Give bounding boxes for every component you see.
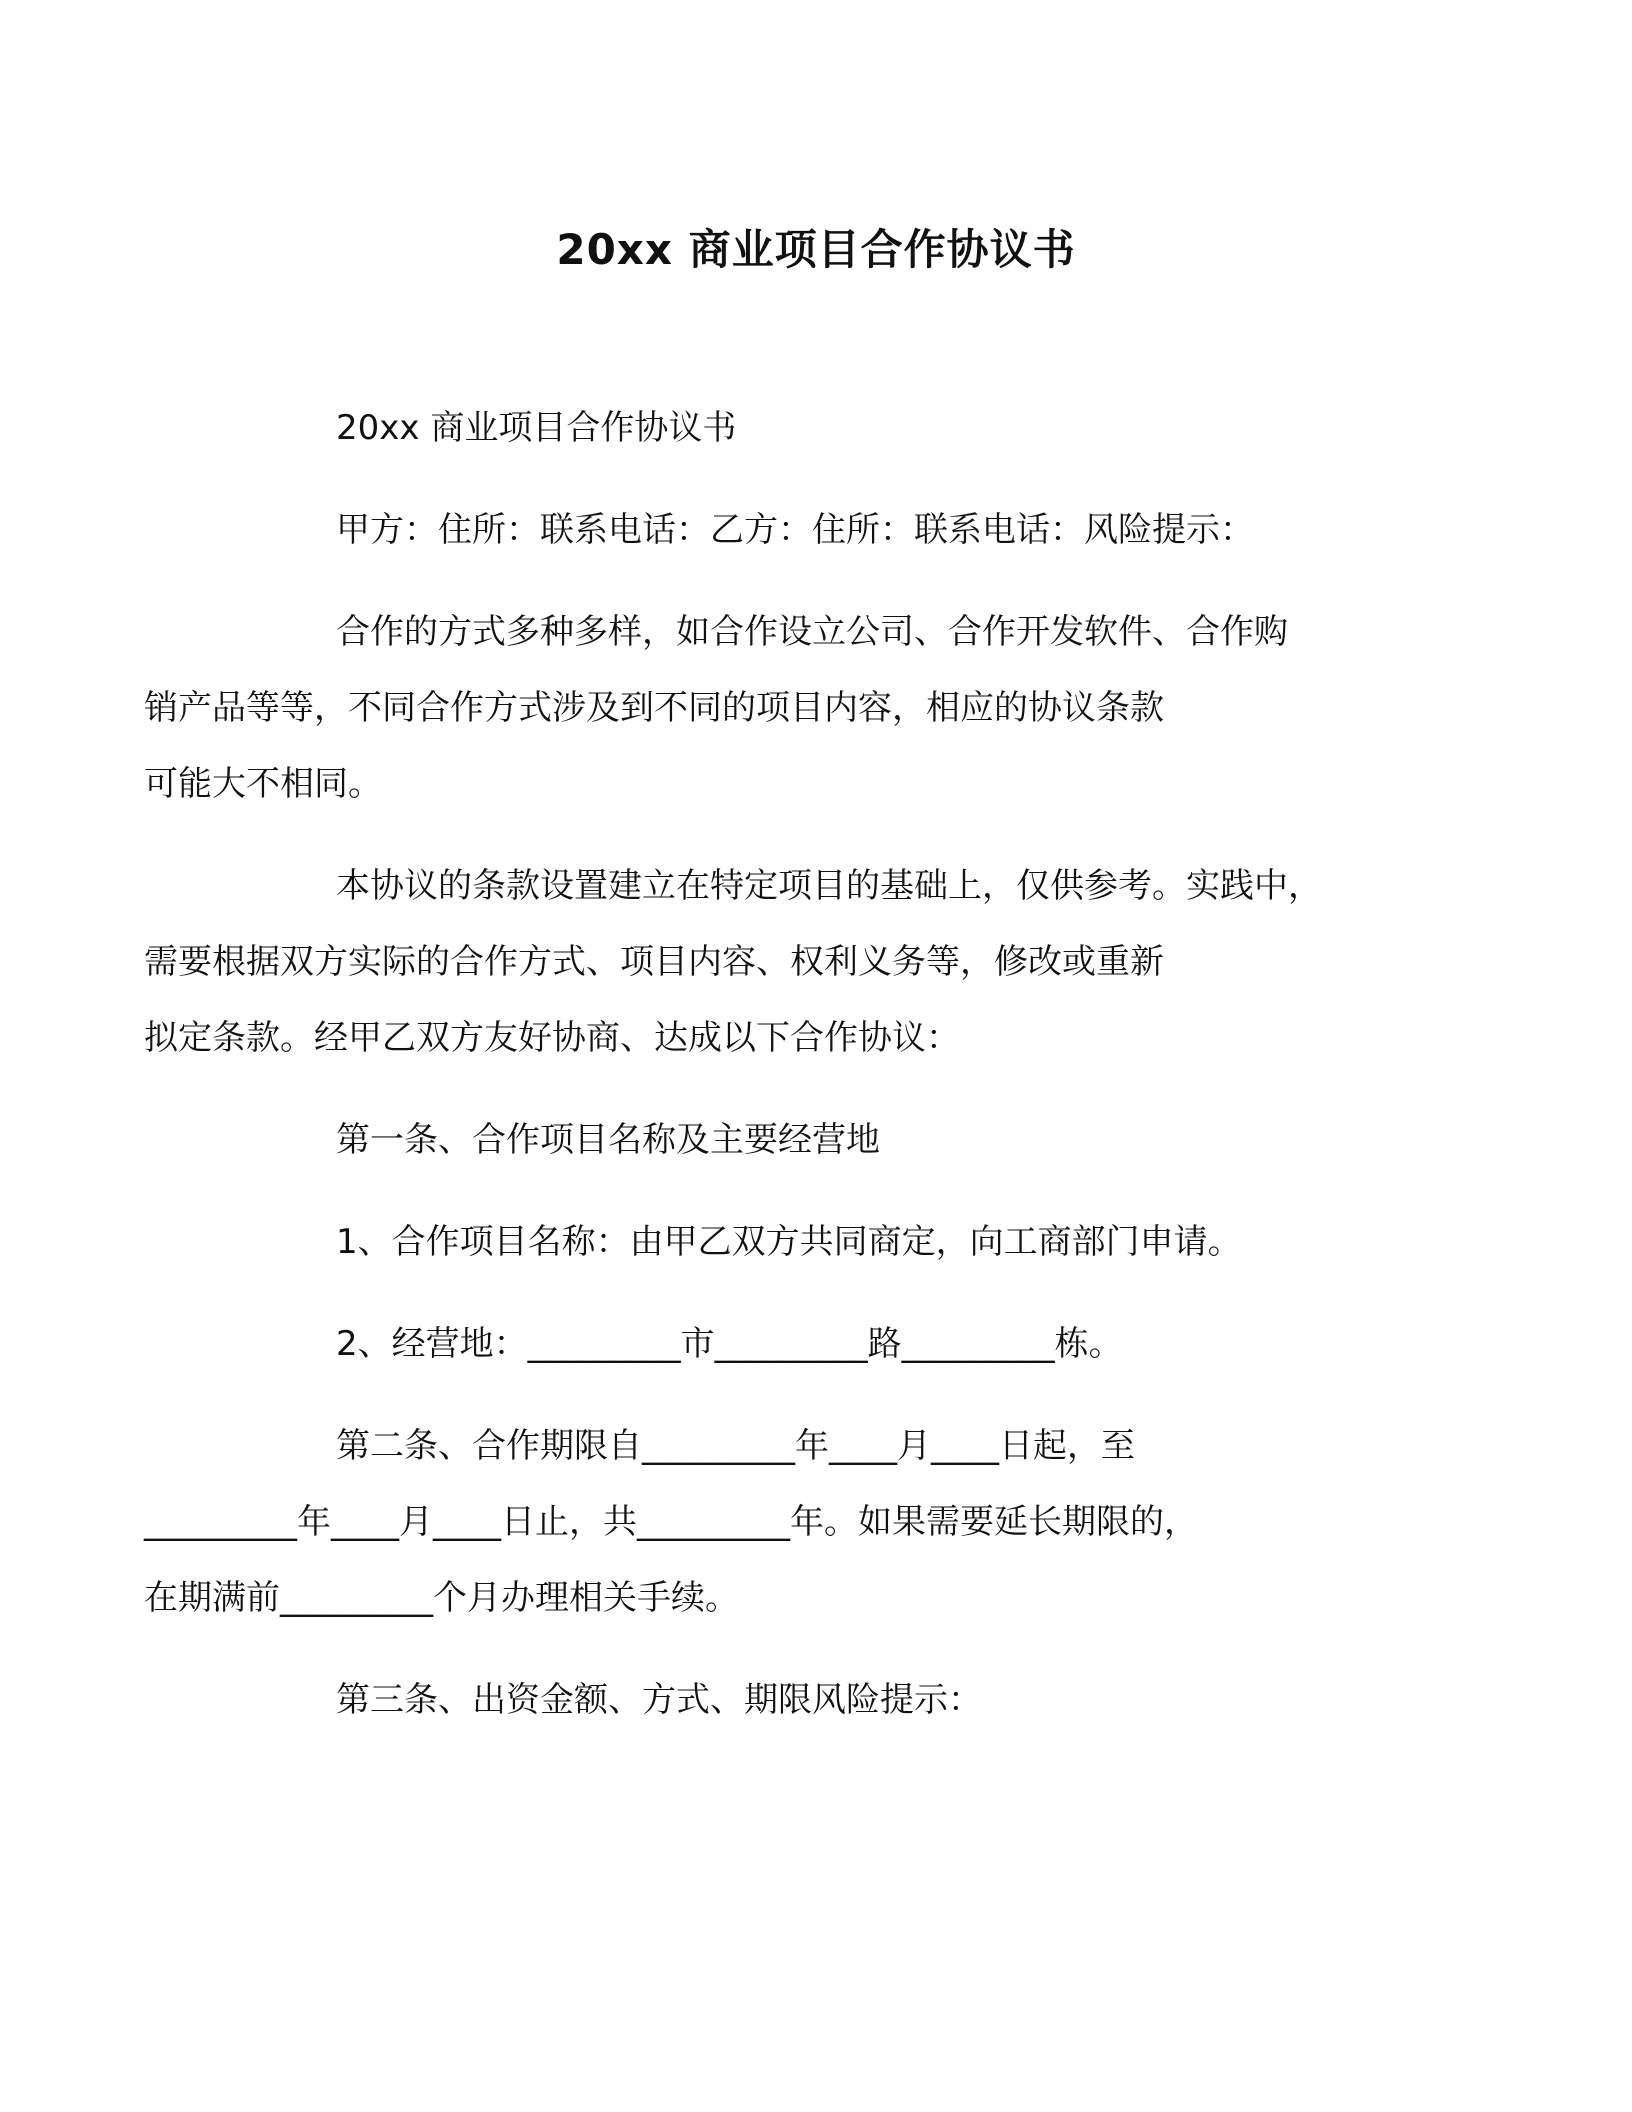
- document-body: [144, 390, 1400, 1764]
- parties-line: 甲方：住所：联系电话：乙方：住所：联系电话：风险提示：: [336, 510, 1254, 550]
- paragraph-line: 可能大不相同。: [144, 764, 382, 804]
- article-3-heading: 第三条、出资金额、方式、期限风险提示：: [336, 1680, 982, 1720]
- document-subtitle: 20xx 商业项目合作协议书: [336, 408, 737, 448]
- article-2-paragraph: [144, 1408, 1400, 1636]
- paragraph-line: 拟定条款。经甲乙双方友好协商、达成以下合作协议：: [144, 1018, 960, 1058]
- paragraph-line: 在期满前_________个月办理相关手续。: [144, 1578, 739, 1618]
- paragraph-line: 第二条、合作期限自_________年____月____日起，至: [336, 1426, 1135, 1466]
- paragraph-line: 销产品等等，不同合作方式涉及到不同的项目内容，相应的协议条款: [144, 688, 1164, 728]
- article-1-heading: 第一条、合作项目名称及主要经营地: [336, 1120, 880, 1160]
- paragraph-terms-basis: [144, 848, 1400, 1076]
- paragraph-cooperation-methods: [144, 594, 1400, 822]
- paragraph-line: 需要根据双方实际的合作方式、项目内容、权利义务等，修改或重新: [144, 942, 1164, 982]
- paragraph-line: _________年____月____日止，共_________年。如果需要延长期限的，: [144, 1502, 1198, 1542]
- paragraph-line: 合作的方式多种多样，如合作设立公司、合作开发软件、合作购: [336, 612, 1288, 652]
- article-1-item-2: 2、经营地：_________市_________路_________栋。: [336, 1324, 1123, 1364]
- article-1-item-1: 1、合作项目名称：由甲乙双方共同商定，向工商部门申请。: [336, 1222, 1242, 1262]
- paragraph-line: 本协议的条款设置建立在特定项目的基础上，仅供参考。实践中，: [336, 866, 1322, 906]
- document-title: 20xx 商业项目合作协议书: [556, 225, 1076, 274]
